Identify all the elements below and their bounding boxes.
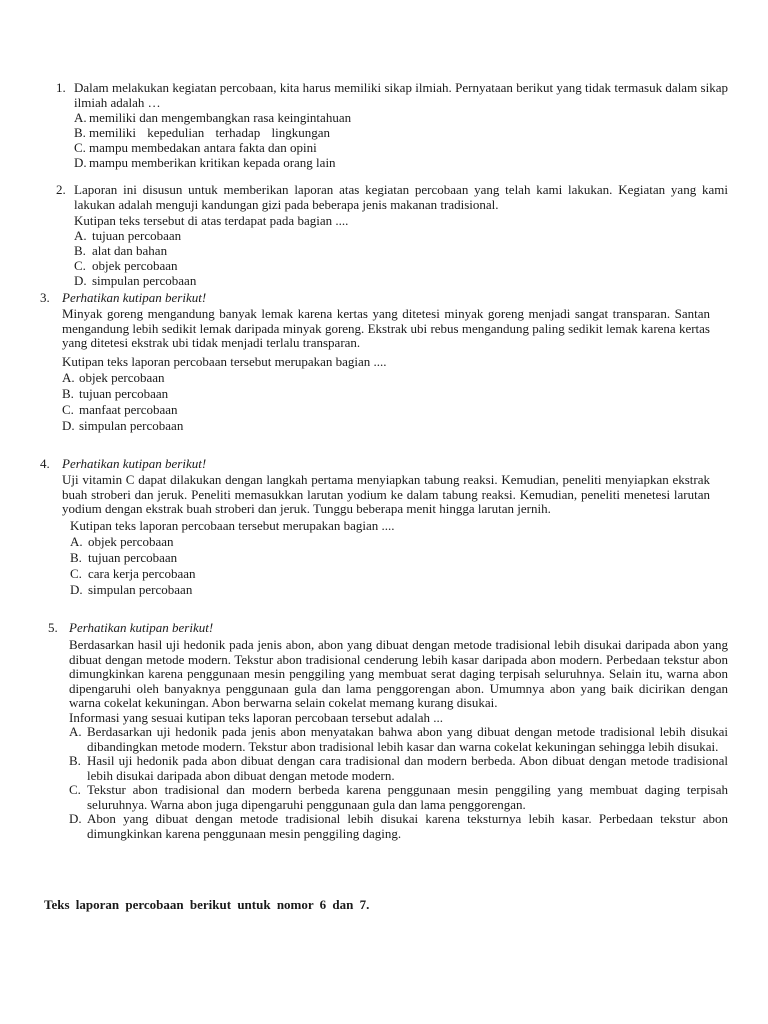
question-number: 3. (40, 290, 50, 305)
option-d (69, 812, 728, 841)
option-letter: B. (74, 125, 86, 140)
option-letter: B. (70, 549, 82, 565)
question-heading: Perhatikan kutipan berikut! (62, 290, 207, 305)
option-d (74, 273, 728, 288)
question-number: 2. (56, 182, 66, 197)
option-c (70, 566, 710, 582)
option-letter: D. (62, 417, 75, 433)
option-text: simpulan percobaan (88, 581, 193, 597)
option-c (74, 140, 728, 155)
option-b (74, 125, 728, 140)
question-heading: Perhatikan kutipan berikut! (69, 620, 214, 635)
option-letter: D. (70, 581, 83, 597)
option-a (74, 228, 728, 243)
option-letter: C. (74, 258, 86, 273)
option-text: tujuan percobaan (79, 385, 169, 401)
option-letter: D. (69, 811, 82, 826)
option-a (70, 534, 710, 550)
question-5 (48, 620, 728, 841)
question-heading: Perhatikan kutipan berikut! (62, 456, 207, 471)
option-text: Hasil uji hedonik pada abon dibuat dengan cara tradisional dan modern berbeda. Abon dibuat dengan metode tradisional lebih disukai daripada abon dibuat dengan metode modern. (87, 753, 728, 783)
question-prompt: Kutipan teks laporan percobaan tersebut merupakan bagian .... (70, 517, 395, 533)
question-number: 1. (56, 80, 66, 95)
question-prompt: Kutipan teks laporan percobaan tersebut merupakan bagian .... (62, 353, 387, 369)
option-a (62, 370, 710, 386)
option-text: manfaat percobaan (79, 401, 178, 417)
option-b (62, 386, 710, 402)
option-letter: B. (62, 385, 74, 401)
quoted-passage: Uji vitamin C dapat dilakukan dengan langkah pertama menyiapkan tabung reaksi. Kemudian, peneliti menyiapkan ekstrak buah stroberi dan jeruk. Peneliti memasukkan larutan yodium ke dalam tabung reaksi. Kemudian, peneliti menetesi larutan yodium dengan ekstrak buah stroberi dan jeruk. Tunggu beberapa menit hingga larutan jernih. (62, 472, 710, 516)
option-text: objek percobaan (88, 533, 174, 549)
option-text: Abon yang dibuat dengan metode tradisional lebih disukai karena teksturnya lebih kasar. Perbedaan tekstur abon dimungkinkan karena penggunaan mesin penggiling daging. (87, 811, 728, 841)
option-d (62, 418, 710, 434)
option-text: simpulan percobaan (79, 417, 184, 433)
option-d (70, 582, 710, 598)
option-c (62, 402, 710, 418)
option-letter: A. (74, 228, 87, 243)
question-2 (56, 182, 728, 288)
option-letter: B. (74, 243, 86, 258)
option-d (74, 155, 728, 170)
question-stem: Laporan ini disusun untuk memberikan laporan atas kegiatan percobaan yang telah kami lakukan. Kegiatan yang kami lakukan adalah menguji kandungan gizi pada beberapa jenis makanan tradisional. (74, 182, 728, 212)
section-heading: Teks laporan percobaan berikut untuk nomor 6 dan 7. (44, 897, 370, 912)
question-number: 5. (48, 620, 58, 635)
question-stem: Dalam melakukan kegiatan percobaan, kita harus memiliki sikap ilmiah. Pernyataan berikut yang tidak termasuk dalam sikap ilmiah adalah … (74, 80, 728, 110)
option-text: simpulan percobaan (92, 273, 197, 288)
option-text: objek percobaan (92, 258, 178, 273)
option-letter: A. (74, 110, 87, 125)
question-prompt: Informasi yang sesuai kutipan teks laporan percobaan tersebut adalah ... (69, 709, 443, 725)
option-letter: A. (62, 369, 75, 385)
option-letter: C. (74, 140, 86, 155)
option-a (69, 725, 728, 754)
option-letter: C. (69, 782, 81, 797)
option-b (70, 550, 710, 566)
quoted-passage: Minyak goreng mengandung banyak lemak karena kertas yang ditetesi minyak goreng menjadi sangat transparan. Santan mengandung lebih sedikit lemak daripada minyak goreng. Ekstrak ubi rebus mengandung paling sedikit lemak karena kertas yang ditetesi ekstrak ubi tidak menjadi terlalu transparan. (62, 306, 710, 350)
option-c (69, 783, 728, 812)
option-text: objek percobaan (79, 369, 165, 385)
option-text: tujuan percobaan (92, 228, 182, 243)
option-letter: D. (74, 273, 87, 288)
question-4 (40, 456, 710, 598)
option-text: alat dan bahan (92, 243, 168, 258)
question-1 (56, 80, 728, 170)
option-a (74, 110, 728, 125)
option-text: memiliki dan mengembangkan rasa keingintahuan (89, 110, 352, 125)
option-c (74, 258, 728, 273)
option-text: mampu memberikan kritikan kepada orang lain (89, 155, 336, 170)
option-b (69, 754, 728, 783)
option-letter: A. (70, 533, 83, 549)
option-text: Tekstur abon tradisional dan modern berbeda karena penggunaan mesin penggiling yang membuat daging terpisah seluruhnya. Warna abon juga dipengaruhi penggunaan gula dan lama penggorengan. (87, 782, 728, 812)
option-text: cara kerja percobaan (88, 565, 196, 581)
option-text: tujuan percobaan (88, 549, 178, 565)
question-number: 4. (40, 456, 50, 471)
question-prompt: Kutipan teks tersebut di atas terdapat pada bagian .... (74, 213, 349, 228)
option-text: Berdasarkan uji hedonik pada jenis abon menyatakan bahwa abon yang dibuat dengan metode tradisional lebih disukai dibandingkan metode modern. Tekstur abon tradisional lebih kasar dan warna cokelat kekuningan sehingga lebih disukai. (87, 724, 728, 754)
option-text: memiliki kepedulian terhadap lingkungan (89, 125, 330, 140)
quoted-passage: Berdasarkan hasil uji hedonik pada jenis abon, abon yang dibuat dengan metode tradisional lebih disukai daripada abon yang dibuat dengan metode modern. Tekstur abon tradisional cenderung lebih kasar daripada abon modern. Perbedaan tekstur abon dimungkinkan karena penggunaan mesin penggiling yang membuat serat daging terpisah seluruhnya. Selain itu, warna abon dipengaruhi oleh banyaknya penggunaan gula dan lama penggorengan abon. Umumnya abon yang baik dicirikan dengan warna cokelat kekuningan. Abon berwarna selain cokelat memang kurang disukai. (69, 637, 728, 710)
option-letter: B. (69, 753, 81, 768)
option-b (74, 243, 728, 258)
option-text: mampu membedakan antara fakta dan opini (89, 140, 317, 155)
question-3 (40, 290, 710, 434)
option-letter: C. (70, 565, 82, 581)
option-letter: C. (62, 401, 74, 417)
option-letter: A. (69, 724, 82, 739)
option-letter: D. (74, 155, 87, 170)
